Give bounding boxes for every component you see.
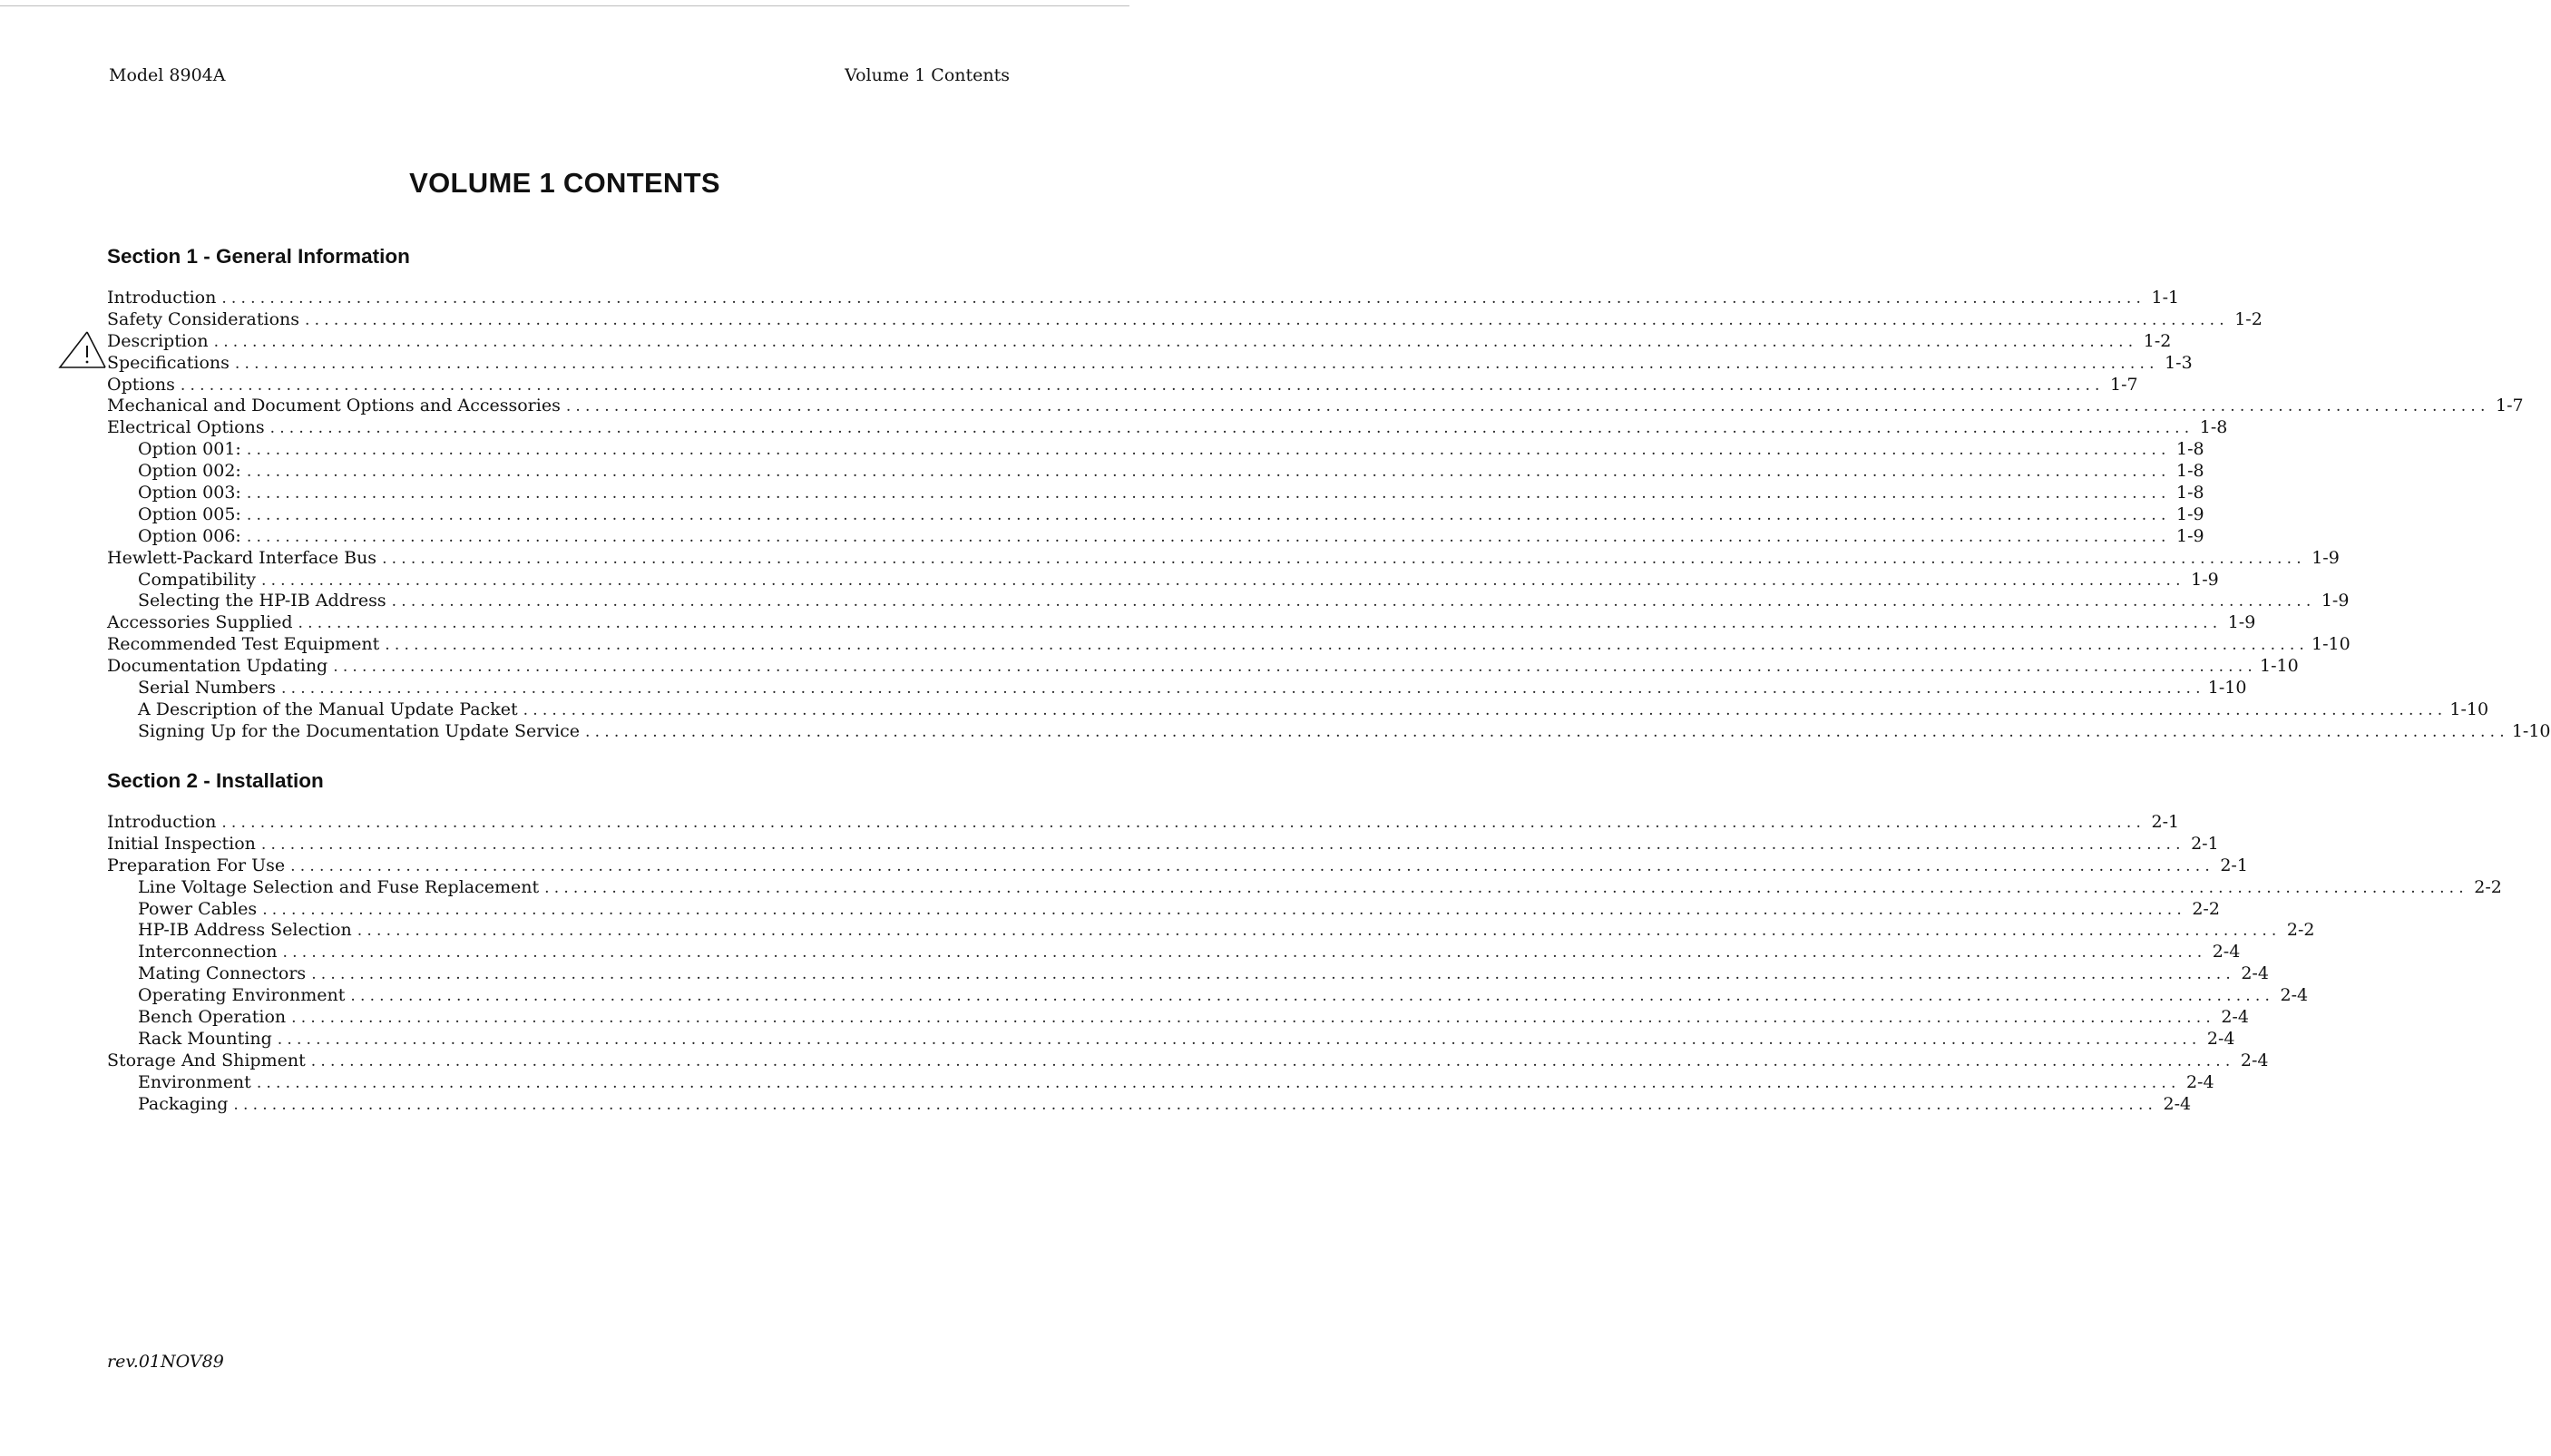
dot-leader: ........................................................................................................................................................................................................ (385, 636, 2310, 655)
dot-leader: ........................................................................................................................................................................................................ (310, 1051, 2235, 1070)
toc-entry (107, 503, 2204, 526)
toc-entry (107, 396, 2524, 417)
toc-entry-label: Option 006: (138, 525, 241, 546)
dot-leader: ........................................................................................................................................................................................................ (246, 484, 2171, 503)
dot-leader: ........................................................................................................................................................................................................ (256, 1073, 2181, 1092)
toc-entry (107, 634, 2351, 656)
toc-entry-label: Signing Up for the Documentation Update Service (138, 720, 581, 741)
header-volume: Volume 1 Contents (845, 65, 1010, 85)
toc-entry-label: Environment (138, 1071, 251, 1092)
toc-entry (107, 1028, 2235, 1050)
toc-entry-page: 1-9 (2176, 525, 2204, 546)
toc-entry (107, 855, 2248, 877)
toc-entry-label: A Description of the Manual Update Packet (138, 699, 518, 719)
toc-entry (107, 876, 2502, 899)
toc-entry-page: 2-2 (2474, 876, 2502, 897)
toc-entry-page: 2-2 (2286, 920, 2315, 941)
dot-leader: ........................................................................................................................................................................................................ (350, 987, 2275, 1006)
toc-entry-page: 1-8 (2176, 461, 2204, 482)
toc-entry-page: 1-10 (2449, 699, 2489, 719)
toc-entry-page: 1-9 (2227, 612, 2256, 633)
toc-entry-label: Mechanical and Document Options and Accessories (107, 396, 561, 416)
toc-entry-label: Preparation For Use (107, 855, 286, 875)
toc-entry-label: Recommended Test Equipment (107, 634, 380, 655)
toc-entry-page: 2-1 (2151, 812, 2180, 832)
toc-entry-label: Bench Operation (138, 1007, 287, 1028)
toc-entry-label: Line Voltage Selection and Fuse Replacement (138, 876, 540, 897)
dot-leader: ........................................................................................................................................................................................................ (357, 922, 2282, 941)
top-rule (0, 5, 1129, 6)
toc-entry (107, 483, 2204, 504)
toc-entry (107, 699, 2489, 721)
toc-entry (107, 417, 2228, 439)
toc-entry-page: 1-2 (2143, 330, 2172, 351)
toc-entry-label: Initial Inspection (107, 833, 256, 854)
toc-entry-label: Accessories Supplied (107, 612, 293, 633)
toc-entry-page: 1-7 (2110, 374, 2138, 395)
dot-leader: ........................................................................................................................................................................................................ (290, 856, 2214, 875)
dot-leader: ........................................................................................................................................................................................................ (246, 441, 2171, 460)
toc-entry-page: 2-4 (2240, 1050, 2269, 1070)
toc-entry-page: 1-9 (2312, 547, 2340, 568)
section-1 (107, 245, 2551, 743)
toc-list (107, 288, 2551, 743)
toc-entry-page: 2-4 (2280, 985, 2309, 1006)
toc-entry-page: 1-8 (2176, 439, 2204, 460)
toc-entry (107, 656, 2299, 678)
section-heading: Section 2 - Installation (107, 769, 324, 792)
toc-entry-label: Hewlett-Packard Interface Bus (107, 547, 377, 568)
dot-leader: ........................................................................................................................................................................................................ (298, 614, 2223, 633)
toc-entry (107, 1071, 2214, 1094)
toc-entry-label: Option 001: (138, 439, 241, 460)
warning-triangle-icon (56, 330, 107, 370)
toc-entry-page: 2-4 (2163, 1093, 2192, 1114)
toc-entry-page: 2-4 (2221, 1007, 2249, 1028)
revision-footer: rev.01NOV89 (107, 1352, 224, 1372)
toc-entry-page: 1-8 (2176, 483, 2204, 503)
toc-entry-page: 1-8 (2199, 417, 2228, 438)
toc-entry-page: 1-10 (2259, 656, 2299, 677)
dot-leader: ........................................................................................................................................................................................................ (280, 679, 2205, 699)
toc-entry-page: 1-2 (2234, 308, 2263, 329)
toc-entry-page: 1-10 (2207, 678, 2247, 699)
toc-entry-page: 2-1 (2220, 855, 2248, 875)
toc-entry (107, 898, 2220, 921)
toc-entry-label: Option 005: (138, 503, 241, 524)
toc-entry-label: Electrical Options (107, 417, 265, 438)
dot-leader: ........................................................................................................................................................................................................ (221, 814, 2146, 832)
toc-list (107, 812, 2502, 1115)
header-model: Model 8904A (109, 65, 226, 85)
toc-entry-label: Selecting the HP-IB Address (138, 591, 386, 611)
toc-entry (107, 963, 2269, 985)
toc-entry (107, 461, 2204, 483)
toc-entry (107, 678, 2247, 699)
toc-entry-label: HP-IB Address Selection (138, 920, 352, 941)
toc-entry (107, 1093, 2192, 1116)
toc-entry-page: 1-9 (2321, 591, 2350, 611)
toc-entry (107, 525, 2204, 548)
toc-entry (107, 985, 2309, 1007)
dot-leader: ........................................................................................................................................................................................................ (391, 592, 2316, 611)
toc-entry-page: 1-3 (2165, 352, 2193, 373)
toc-entry (107, 374, 2138, 396)
toc-entry (107, 720, 2551, 743)
dot-leader: ........................................................................................................................................................................................................ (246, 505, 2171, 524)
toc-entry (107, 569, 2219, 591)
dot-leader: ........................................................................................................................................................................................................ (262, 900, 2186, 919)
toc-entry (107, 288, 2180, 309)
dot-leader: ........................................................................................................................................................................................................ (246, 463, 2171, 482)
toc-entry (107, 942, 2241, 963)
dot-leader: ........................................................................................................................................................................................................ (565, 397, 2490, 416)
toc-entry-label: Storage And Shipment (107, 1050, 306, 1070)
dot-leader: ........................................................................................................................................................................................................ (221, 289, 2146, 308)
toc-entry (107, 591, 2350, 612)
toc-entry-label: Documentation Updating (107, 656, 328, 677)
toc-entry-label: Interconnection (138, 942, 278, 963)
toc-entry-page: 2-2 (2192, 898, 2220, 919)
dot-leader: ........................................................................................................................................................................................................ (544, 878, 2468, 897)
dot-leader: ........................................................................................................................................................................................................ (269, 419, 2194, 438)
toc-entry-page: 1-10 (2312, 634, 2351, 655)
dot-leader: ........................................................................................................................................................................................................ (585, 722, 2509, 741)
dot-leader: ........................................................................................................................................................................................................ (311, 965, 2235, 984)
dot-leader: ........................................................................................................................................................................................................ (382, 549, 2306, 568)
toc-entry-page: 2-1 (2191, 833, 2219, 854)
toc-entry-label: Option 002: (138, 461, 241, 482)
dot-leader: ........................................................................................................................................................................................................ (233, 1095, 2158, 1114)
toc-entry-label: Options (107, 374, 175, 395)
toc-entry-label: Introduction (107, 288, 217, 308)
dot-leader: ........................................................................................................................................................................................................ (180, 376, 2105, 395)
dot-leader: ........................................................................................................................................................................................................ (213, 332, 2138, 351)
toc-entry (107, 1007, 2249, 1029)
toc-entry-page: 1-9 (2176, 503, 2204, 524)
dot-leader: ........................................................................................................................................................................................................ (305, 310, 2229, 329)
dot-leader: ........................................................................................................................................................................................................ (246, 527, 2171, 546)
section-2 (107, 769, 2502, 1115)
toc-entry (107, 612, 2256, 634)
dot-leader: ........................................................................................................................................................................................................ (291, 1009, 2215, 1028)
toc-entry (107, 439, 2204, 461)
toc-entry-page: 1-9 (2191, 569, 2219, 590)
toc-entry-label: Mating Connectors (138, 963, 307, 984)
dot-leader: ........................................................................................................................................................................................................ (333, 658, 2257, 677)
toc-entry-label: Specifications (107, 352, 230, 373)
toc-entry (107, 812, 2180, 834)
toc-entry-page: 2-4 (2185, 1071, 2214, 1092)
toc-entry-page: 1-10 (2511, 720, 2551, 741)
toc-entry (107, 308, 2263, 331)
toc-entry-label: Serial Numbers (138, 678, 276, 699)
toc-entry-page: 1-7 (2495, 396, 2524, 416)
dot-leader: ........................................................................................................................................................................................................ (523, 700, 2448, 719)
toc-entry (107, 920, 2315, 942)
toc-entry-page: 2-4 (2241, 963, 2269, 984)
toc-entry-page: 2-4 (2212, 942, 2241, 963)
toc-entry-label: Safety Considerations (107, 308, 300, 329)
toc-entry (107, 1050, 2269, 1072)
toc-entry-label: Packaging (138, 1093, 229, 1114)
toc-entry-page: 1-1 (2151, 288, 2180, 308)
dot-leader: ........................................................................................................................................................................................................ (282, 943, 2207, 963)
dot-leader: ........................................................................................................................................................................................................ (260, 571, 2185, 590)
section-heading: Section 1 - General Information (107, 245, 410, 268)
dot-leader: ........................................................................................................................................................................................................ (234, 354, 2159, 373)
toc-entry-label: Description (107, 330, 209, 351)
toc-entry-label: Operating Environment (138, 985, 346, 1006)
dot-leader: ........................................................................................................................................................................................................ (277, 1030, 2202, 1049)
toc-entry-label: Rack Mounting (138, 1028, 272, 1049)
toc-entry-label: Power Cables (138, 898, 258, 919)
toc-entry-label: Introduction (107, 812, 217, 832)
page-title: VOLUME 1 CONTENTS (409, 167, 720, 199)
toc-entry (107, 330, 2172, 353)
toc-entry (107, 352, 2193, 375)
toc-entry-label: Option 003: (138, 483, 241, 503)
toc-entry (107, 547, 2340, 570)
toc-entry-page: 2-4 (2206, 1028, 2235, 1049)
toc-entry (107, 833, 2219, 855)
dot-leader: ........................................................................................................................................................................................................ (260, 835, 2185, 854)
toc-entry-label: Compatibility (138, 569, 256, 590)
